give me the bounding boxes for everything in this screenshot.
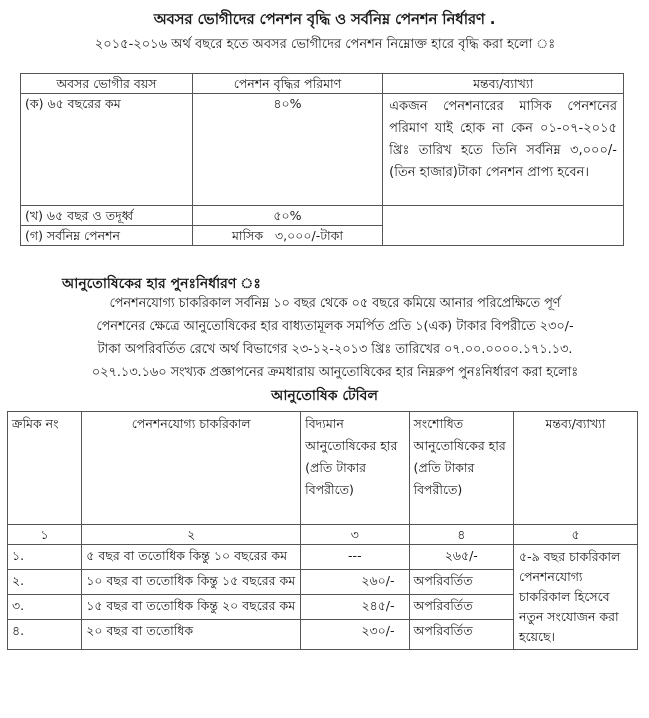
document-subtitle: ২০১৫-২০১৬ অর্থ বছরে হতে অবসর ভোগীদের পেনশন নিম্নোক্ত হারে বৃদ্ধি করা হলো ঃ: [94, 37, 556, 52]
period-cell: ৫ বছর বা ততোধিক কিন্তু ১০ বছরের কম: [82, 545, 301, 570]
column-number: ৫: [514, 525, 638, 545]
document-title: অবসর ভোগীদের পেনশন বৃদ্ধি ও সর্বনিম্ন পেনশন নির্ধারণ .: [153, 10, 496, 28]
existing-rate-cell: ২৬০/-: [301, 570, 409, 595]
age-cell: (খ) ৬৫ বছর ও তদূর্ধ্ব: [21, 206, 193, 226]
existing-rate-cell: ২৩০/-: [301, 620, 409, 650]
column-number: ২: [82, 525, 301, 545]
remark-cell: একজন পেনশনারের মাসিক পেনশনের পরিমাণ যাই হোক না কেন ০১-০৭-২০১৫ খ্রিঃ তারিখ হতে তিনি সর্বনিম্ন ৩,০০০/-(তিন হাজার)টাকা পেনশন প্রাপ্য হবেন।: [383, 94, 624, 206]
revised-rate-cell: অপরিবর্তিত: [409, 570, 513, 595]
column-number: ৩: [301, 525, 409, 545]
paragraph-line: পেনশনযোগ্য চাকরিকাল সর্বনিম্ন ১০ বছর থেকে ০৫ বছরে কমিয়ে আনার পরিপ্রেক্ষিতে পূর্ণ: [109, 296, 561, 311]
gratuity-table: [7, 411, 638, 650]
header-retiree-age: অবসর ভোগীর বয়স: [21, 74, 193, 94]
section-paragraph: [40, 292, 630, 384]
table-header-row: [21, 74, 624, 94]
table-header-row: [8, 412, 638, 525]
table-row: [8, 545, 638, 570]
increase-cell: মাসিক ৩,০০০/-টাকা: [192, 226, 382, 246]
serial-cell: ১.: [8, 545, 82, 570]
age-cell: (গ) সর্বনিম্ন পেনশন: [21, 226, 193, 246]
existing-rate-cell: ---: [301, 545, 409, 570]
age-cell: (ক) ৬৫ বছরের কম: [21, 94, 193, 206]
increase-cell: ৪০%: [192, 94, 382, 206]
serial-cell: ৪.: [8, 620, 82, 650]
header-existing-rate: বিদ্যমান আনুতোষিকের হার (প্রতি টাকার বিপরীতে): [301, 412, 409, 525]
table-row: [21, 206, 624, 226]
serial-cell: ২.: [8, 570, 82, 595]
column-number: ১: [8, 525, 82, 545]
column-number-row: [8, 525, 638, 545]
pension-increase-table: [20, 73, 624, 246]
gratuity-table-title: আনুতোষিক টেবিল: [271, 388, 378, 404]
column-number: ৪: [409, 525, 513, 545]
paragraph-line: পেনশনের ক্ষেত্রে আনুতোষিকের হার বাধ্যতামূলক সমর্পিত প্রতি ১(এক) টাকার বিপরীতে ২৩০/-: [96, 319, 574, 334]
increase-cell: ৫০%: [192, 206, 382, 226]
paragraph-line: ০২৭.১৩.১৬০ সংখ্যক প্রজ্ঞাপনের ক্রমধারায় আনুতোষিকের হার নিম্নরুপ পুনঃনির্ধারণ করা হলোঃ: [91, 365, 579, 380]
header-remarks: মন্তব্য/ব্যাখ্যা: [514, 412, 638, 525]
header-revised-rate: সংশোধিত আনুতোষিকের হার (প্রতি টাকার বিপরীতে): [409, 412, 513, 525]
period-cell: ২০ বছর বা ততোধিক: [82, 620, 301, 650]
serial-cell: ৩.: [8, 595, 82, 620]
header-remarks: মন্তব্য/ব্যাখ্যা: [383, 74, 624, 94]
revised-rate-cell: ২৬৫/-: [409, 545, 513, 570]
existing-rate-cell: ২৪৫/-: [301, 595, 409, 620]
table-row: [21, 94, 624, 206]
paragraph-line: টাকা অপরিবর্তিত রেখে অর্থ বিভাগের ২৩-১২-২০১৩ খ্রিঃ তারিখের ০৭.০০.০০০০.১৭১.১৩.: [97, 342, 573, 357]
remark-cell: ৫-৯ বছর চাকরিকাল পেনশনযোগ্য চাকরিকাল হিসেবে নতুন সংযোজন করা হয়েছে।: [514, 545, 638, 650]
empty-remark-cell: [383, 206, 624, 246]
header-service-period: পেনশনযোগ্য চাকরিকাল: [82, 412, 301, 525]
revised-rate-cell: অপরিবর্তিত: [409, 620, 513, 650]
header-increase-amount: পেনশন বৃদ্ধির পরিমাণ: [192, 74, 382, 94]
period-cell: ১৫ বছর বা ততোধিক কিন্তু ২০ বছরের কম: [82, 595, 301, 620]
header-serial: ক্রমিক নং: [8, 412, 82, 525]
period-cell: ১০ বছর বা ততোধিক কিন্তু ১৫ বছরের কম: [82, 570, 301, 595]
revised-rate-cell: অপরিবর্তিত: [409, 595, 513, 620]
section-heading: আনুতোষিকের হার পুনঃনির্ধারণ ঃ: [62, 276, 261, 292]
